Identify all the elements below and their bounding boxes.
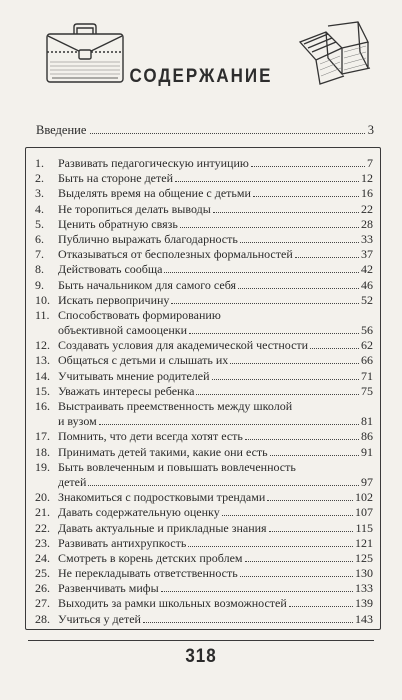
- toc-entry-number: 18.: [35, 444, 50, 459]
- toc-entry[interactable]: [35, 202, 373, 217]
- toc-entry-title: Выходить за рамки школьных возможностей: [58, 596, 287, 611]
- toc-entry-title: Помнить, что дети всегда хотят есть: [58, 429, 243, 444]
- dot-leader: [189, 333, 359, 334]
- dot-leader: [251, 166, 365, 167]
- toc-entry-title: Отказываться от бесполезных формальностей: [58, 247, 293, 262]
- dot-leader: [143, 622, 353, 623]
- toc-entry[interactable]: [35, 278, 373, 293]
- toc-entry-page: 7: [367, 156, 373, 170]
- dot-leader: [295, 257, 359, 258]
- toc-entry-title-line: Быть вовлеченным и повышать вовлеченность: [58, 459, 296, 474]
- toc-entry-page: 102: [355, 490, 373, 505]
- toc-entry-title: Создавать условия для академической честности: [58, 338, 309, 353]
- toc-entry-number: 2.: [35, 171, 44, 186]
- dot-leader: [269, 531, 354, 532]
- toc-entry-title: Развенчивать мифы: [58, 581, 159, 596]
- toc-entry[interactable]: [35, 293, 373, 308]
- toc-entry-number: 28.: [35, 611, 50, 626]
- toc-entry-number: 4.: [35, 201, 44, 216]
- toc-entry-page: 107: [355, 505, 373, 520]
- toc-entry[interactable]: [35, 596, 373, 611]
- toc-entry[interactable]: [35, 369, 373, 384]
- toc-entry-page: 91: [361, 444, 373, 459]
- dot-leader: [289, 606, 353, 607]
- toc-entry-page: 133: [355, 581, 373, 596]
- dot-leader: [253, 196, 359, 197]
- toc-list: [35, 156, 373, 627]
- toc-entry-title: Учиться у детей: [58, 611, 141, 626]
- toc-entry-page: 86: [361, 429, 373, 444]
- toc-entry[interactable]: [35, 429, 373, 444]
- toc-entry-page: 81: [361, 414, 373, 429]
- toc-entry-number: 8.: [35, 262, 44, 277]
- toc-entry-title: Не перекладывать ответственность: [58, 566, 238, 581]
- dot-leader: [99, 424, 359, 425]
- dot-leader: [310, 348, 359, 349]
- toc-entry-title: Ценить обратную связь: [58, 216, 178, 231]
- toc-entry-title-line: Выстраивать преемственность между школой: [58, 399, 293, 414]
- toc-entry-title: Принимать детей такими, какие они есть: [58, 444, 268, 459]
- toc-intro-page: 3: [367, 123, 374, 137]
- dot-leader: [161, 591, 353, 592]
- dot-leader: [222, 515, 353, 516]
- toc-entry-page: 22: [361, 201, 373, 216]
- toc-entry-page: 125: [355, 550, 373, 565]
- toc-entry[interactable]: [35, 156, 373, 171]
- toc-entry-number: 3.: [35, 186, 44, 201]
- toc-entry[interactable]: [35, 521, 373, 536]
- toc-entry-number: 6.: [35, 231, 44, 246]
- dot-leader: [175, 181, 359, 182]
- toc-entry-number: 14.: [35, 368, 50, 383]
- toc-entry-page: 33: [361, 231, 373, 246]
- dot-leader: [213, 212, 359, 213]
- dot-leader: [180, 227, 359, 228]
- toc-entry-title: Действовать сообща: [58, 262, 163, 277]
- toc-entry-number: 25.: [35, 566, 50, 581]
- toc-entry[interactable]: [35, 536, 373, 551]
- toc-entry-number: 21.: [35, 505, 50, 520]
- toc-entry-page: 28: [361, 216, 373, 231]
- toc-entry-number: 9.: [35, 277, 44, 292]
- toc-entry-title: детей: [58, 474, 87, 489]
- dot-leader: [270, 455, 359, 456]
- toc-entry-page: 121: [355, 535, 373, 550]
- toc-entry-number: 19.: [35, 459, 50, 474]
- toc-entry-number: 7.: [35, 247, 44, 262]
- toc-entry-title: Искать первопричину: [58, 292, 170, 307]
- toc-entry-page: 130: [355, 566, 373, 581]
- toc-entry[interactable]: [35, 566, 373, 581]
- toc-entry-title: Общаться с детьми и слышать их: [58, 353, 229, 368]
- toc-entry-page: 115: [355, 520, 373, 535]
- toc-entry-page: 143: [355, 611, 373, 626]
- toc-entry[interactable]: [35, 490, 373, 505]
- toc-entry-page: 56: [361, 323, 373, 338]
- dot-leader: [88, 485, 359, 486]
- toc-entry-page: 97: [361, 474, 373, 489]
- dot-leader: [245, 561, 353, 562]
- toc-entry[interactable]: [35, 308, 373, 338]
- toc-entry-title: Уважать интересы ребенка: [58, 383, 195, 398]
- toc-entry-title: и вузом: [58, 414, 97, 429]
- toc-entry-title-line: Способствовать формированию: [58, 307, 221, 322]
- dot-leader: [212, 379, 360, 380]
- toc-entry-number: 24.: [35, 550, 50, 565]
- dot-leader: [171, 303, 359, 304]
- toc-entry-page: 139: [355, 596, 373, 611]
- toc-entry-title: объективной самооценки: [58, 323, 187, 338]
- toc-entry-title: Давать содержательную оценку: [58, 505, 220, 520]
- toc-entry[interactable]: [35, 551, 373, 566]
- toc-entry[interactable]: [35, 399, 373, 429]
- dot-leader: [164, 272, 359, 273]
- toc-entry-title: Развивать педагогическую интуицию: [58, 156, 249, 170]
- toc-entry-title: Публично выражать благодарность: [58, 231, 238, 246]
- toc-entry[interactable]: [35, 217, 373, 232]
- toc-entry-page: 62: [361, 338, 373, 353]
- toc-entry-page: 12: [361, 171, 373, 186]
- toc-entry[interactable]: [35, 505, 373, 520]
- toc-entry-number: 12.: [35, 338, 50, 353]
- toc-entry-page: 75: [361, 383, 373, 398]
- toc-entry-title: Быть на стороне детей: [58, 171, 174, 186]
- toc-entry-title: Быть начальником для самого себя: [58, 277, 237, 292]
- dot-leader: [245, 439, 359, 440]
- toc-entry-number: 13.: [35, 353, 50, 368]
- toc-entry[interactable]: [35, 384, 373, 399]
- toc-entry-page: 16: [361, 186, 373, 201]
- dot-leader: [188, 546, 353, 547]
- toc-entry[interactable]: [35, 262, 373, 277]
- toc-entry-title: Учитывать мнение родителей: [58, 368, 210, 383]
- toc-entry-number: 20.: [35, 490, 50, 505]
- toc-entry-number: 11.: [35, 307, 50, 322]
- toc-entry[interactable]: [35, 247, 373, 262]
- toc-entry-page: 42: [361, 262, 373, 277]
- toc-entry[interactable]: [35, 460, 373, 490]
- toc-entry-page: 71: [361, 368, 373, 383]
- toc-entry-number: 26.: [35, 581, 50, 596]
- toc-intro-label: Введение: [36, 123, 87, 137]
- toc-entry[interactable]: [35, 171, 373, 186]
- toc-entry-number: 22.: [35, 520, 50, 535]
- toc-entry-number: 10.: [35, 292, 50, 307]
- toc-entry-page: 46: [361, 277, 373, 292]
- toc-entry-title: Развивать антихрупкость: [58, 535, 187, 550]
- toc-entry[interactable]: [35, 612, 373, 627]
- toc-entry[interactable]: [35, 353, 373, 368]
- toc-entry-number: 27.: [35, 596, 50, 611]
- toc-entry[interactable]: [35, 186, 373, 201]
- toc-entry[interactable]: [35, 232, 373, 247]
- toc-entry-title: Знакомиться с подростковыми трендами: [58, 490, 266, 505]
- page-number: 318: [185, 644, 217, 667]
- dot-leader: [196, 394, 359, 395]
- toc-intro-entry[interactable]: [36, 123, 374, 138]
- toc-entry-page: 37: [361, 247, 373, 262]
- toc-entry-number: 16.: [35, 399, 50, 414]
- toc-entry-number: 23.: [35, 535, 50, 550]
- toc-entry[interactable]: [35, 338, 373, 353]
- dot-leader: [240, 576, 353, 577]
- toc-entry-title: Не торопиться делать выводы: [58, 201, 211, 216]
- toc-entry-page: 52: [361, 292, 373, 307]
- toc-entry-page: 66: [361, 353, 373, 368]
- toc-entry[interactable]: [35, 445, 373, 460]
- footer-divider: [28, 640, 374, 641]
- toc-entry-number: 15.: [35, 383, 50, 398]
- dot-leader: [230, 363, 359, 364]
- toc-entry-title: Давать актуальные и прикладные знания: [58, 520, 267, 535]
- toc-entry-title: Смотреть в корень детских проблем: [58, 550, 243, 565]
- toc-entry-number: 17.: [35, 429, 50, 444]
- toc-entry-title: Выделять время на общение с детьми: [58, 186, 251, 201]
- dot-leader: [238, 288, 359, 289]
- dot-leader: [90, 133, 364, 134]
- page-title: СОДЕРЖАНИЕ: [129, 64, 273, 87]
- dot-leader: [240, 242, 359, 243]
- dot-leader: [267, 500, 353, 501]
- toc-entry-number: 5.: [35, 216, 44, 231]
- toc-entry-number: 1.: [35, 156, 44, 170]
- toc-entry[interactable]: [35, 581, 373, 596]
